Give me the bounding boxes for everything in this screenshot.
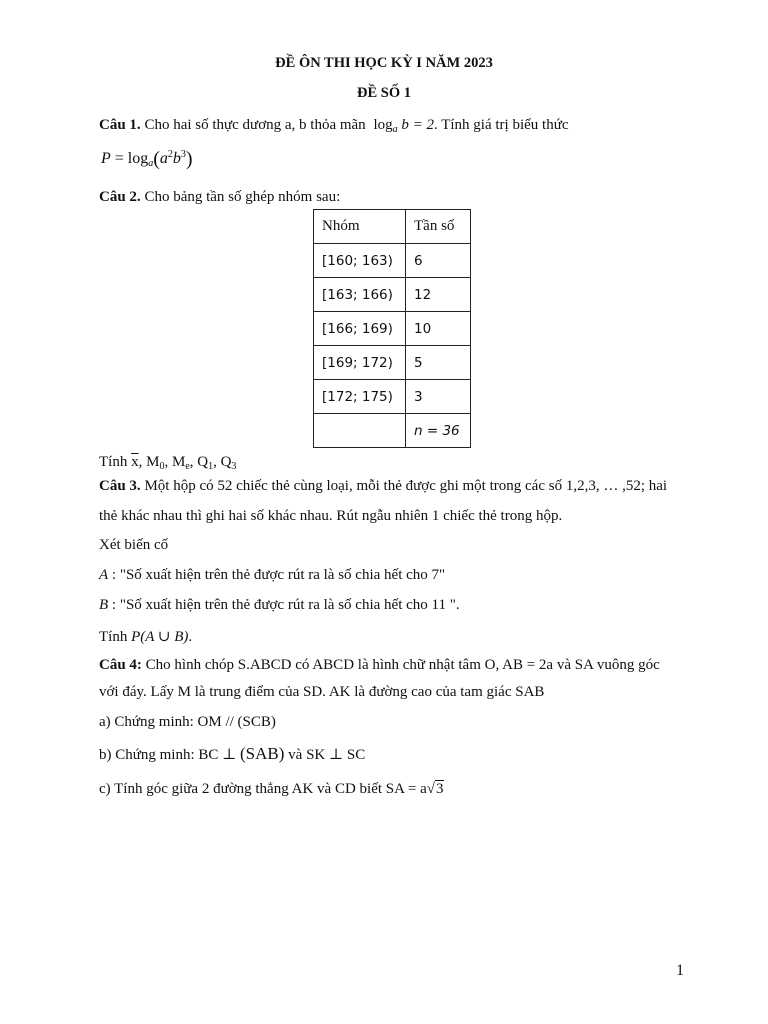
mode-prefix: , M <box>138 454 160 470</box>
expr-a-exp: 2 <box>167 149 173 160</box>
event-b <box>99 597 460 614</box>
table-cell-group: [166; 169) <box>314 312 406 346</box>
q1-prefix: , Q <box>189 454 209 470</box>
frequency-table <box>313 209 471 448</box>
ask-end: . <box>188 629 193 645</box>
question-1-expression: $P = \log_a(a^2b^3)$ <box>101 148 193 170</box>
question-4-line-2: với đáy. Lấy M là trung điểm của SD. AK là đường cao của tam giác SAB <box>99 684 545 700</box>
question-1-label: Câu 1. <box>99 117 141 133</box>
table-cell-group: [160; 163) <box>314 244 406 278</box>
sqrt-value: 3 <box>436 781 444 797</box>
question-1-statement <box>99 117 568 135</box>
ask-prefix: Tính <box>99 629 132 645</box>
expr-b-exp: 3 <box>180 149 186 160</box>
table-row <box>314 244 471 278</box>
question-4-part-b <box>99 744 365 764</box>
question-4-part-a: a) Chứng minh: OM // (SCB) <box>99 714 276 730</box>
question-2-statement <box>99 189 340 206</box>
page-number: 1 <box>676 962 684 979</box>
table-header-cell: Tần số <box>406 210 471 244</box>
table-cell-total: n = 36 <box>406 414 471 448</box>
table-row <box>314 312 471 346</box>
question-1-text-after: . Tính giá trị biểu thức <box>433 117 569 133</box>
part-b-prefix: b) Chứng minh: BC ⊥ <box>99 747 240 763</box>
question-4-label: Câu 4: <box>99 657 142 673</box>
table-header-cell: Nhóm <box>314 210 406 244</box>
log-symbol: log <box>373 117 393 133</box>
table-cell-empty <box>314 414 406 448</box>
question-4-text-1: Cho hình chóp S.ABCD có ABCD là hình chữ nhật tâm O, AB = 2a và SA vuông góc <box>145 657 660 673</box>
question-3-line-2: thẻ khác nhau thì ghi hai số khác nhau. Rút ngẫu nhiên 1 chiếc thẻ trong hộp. <box>99 508 563 524</box>
log-base: a <box>392 124 398 135</box>
expr-log: = log <box>110 150 149 167</box>
question-3-line-1 <box>99 478 667 495</box>
event-b-symbol: B <box>99 597 109 613</box>
expr-b: b <box>172 150 181 167</box>
question-3-ask <box>99 627 192 646</box>
median-subscript: e <box>185 461 190 472</box>
table-cell-group: [172; 175) <box>314 380 406 414</box>
question-1-condition <box>373 117 434 133</box>
mode-subscript: 0 <box>159 461 165 472</box>
question-1-text: Cho hai số thực dương a, b thỏa mãn <box>144 117 366 133</box>
event-a-text: : "Số xuất hiện trên thẻ được rút ra là số chia hết cho 7" <box>108 567 446 583</box>
question-2-text: Cho bảng tần số ghép nhóm sau: <box>144 189 341 205</box>
table-cell-group: [169; 172) <box>314 346 406 380</box>
table-row <box>314 380 471 414</box>
table-cell-frequency: 6 <box>406 244 471 278</box>
question-4-line-1 <box>99 657 660 674</box>
expr-lhs: P <box>101 150 111 167</box>
q3-prefix: , Q <box>213 454 232 470</box>
event-a-symbol: A <box>99 567 109 583</box>
condition-value: b = 2 <box>401 117 434 133</box>
ask-prefix: Tính <box>99 454 128 470</box>
event-b-text: : "Số xuất hiện trên thẻ được rút ra là số chia hết cho 11 ". <box>108 597 460 613</box>
part-b-rest: và SK ⊥ SC <box>284 747 366 763</box>
table-cell-frequency: 5 <box>406 346 471 380</box>
question-2-label: Câu 2. <box>99 189 141 205</box>
table-cell-frequency: 12 <box>406 278 471 312</box>
median-prefix: , M <box>164 454 186 470</box>
probability-expression: P(A ∪ B) <box>131 629 189 645</box>
exam-title: ĐỀ ÔN THI HỌC KỲ I NĂM 2023 <box>275 55 493 71</box>
event-a <box>99 567 445 584</box>
part-b-plane: (SAB) <box>240 744 285 763</box>
table-total-row <box>314 414 471 448</box>
question-4-part-c: c) Tính góc giữa 2 đường thẳng AK và CD biết SA = a√3 <box>99 781 444 797</box>
expr-base: a <box>148 158 154 169</box>
question-3-text-1: Một hộp có 52 chiếc thẻ cùng loại, mỗi thẻ được ghi một trong các số 1,2,3, … ,52; hai <box>144 478 668 494</box>
q3-subscript: 3 <box>231 461 237 472</box>
table-cell-group: [163; 166) <box>314 278 406 312</box>
part-c-text: c) Tính góc giữa 2 đường thẳng AK và CD biết SA = a <box>99 781 427 797</box>
table-row <box>314 278 471 312</box>
question-3-line-3: Xét biến cố <box>99 537 169 553</box>
table-cell-frequency: 3 <box>406 380 471 414</box>
table-cell-frequency: 10 <box>406 312 471 346</box>
table-row <box>314 346 471 380</box>
question-3-label: Câu 3. <box>99 478 141 494</box>
exam-subtitle: ĐỀ SỐ 1 <box>357 85 411 101</box>
table-header-row <box>314 210 471 244</box>
question-2-ask <box>99 454 236 472</box>
q1-subscript: 1 <box>208 461 214 472</box>
expr-a: a <box>159 150 168 167</box>
mean-symbol: $\overline{x}$ <box>131 454 139 470</box>
